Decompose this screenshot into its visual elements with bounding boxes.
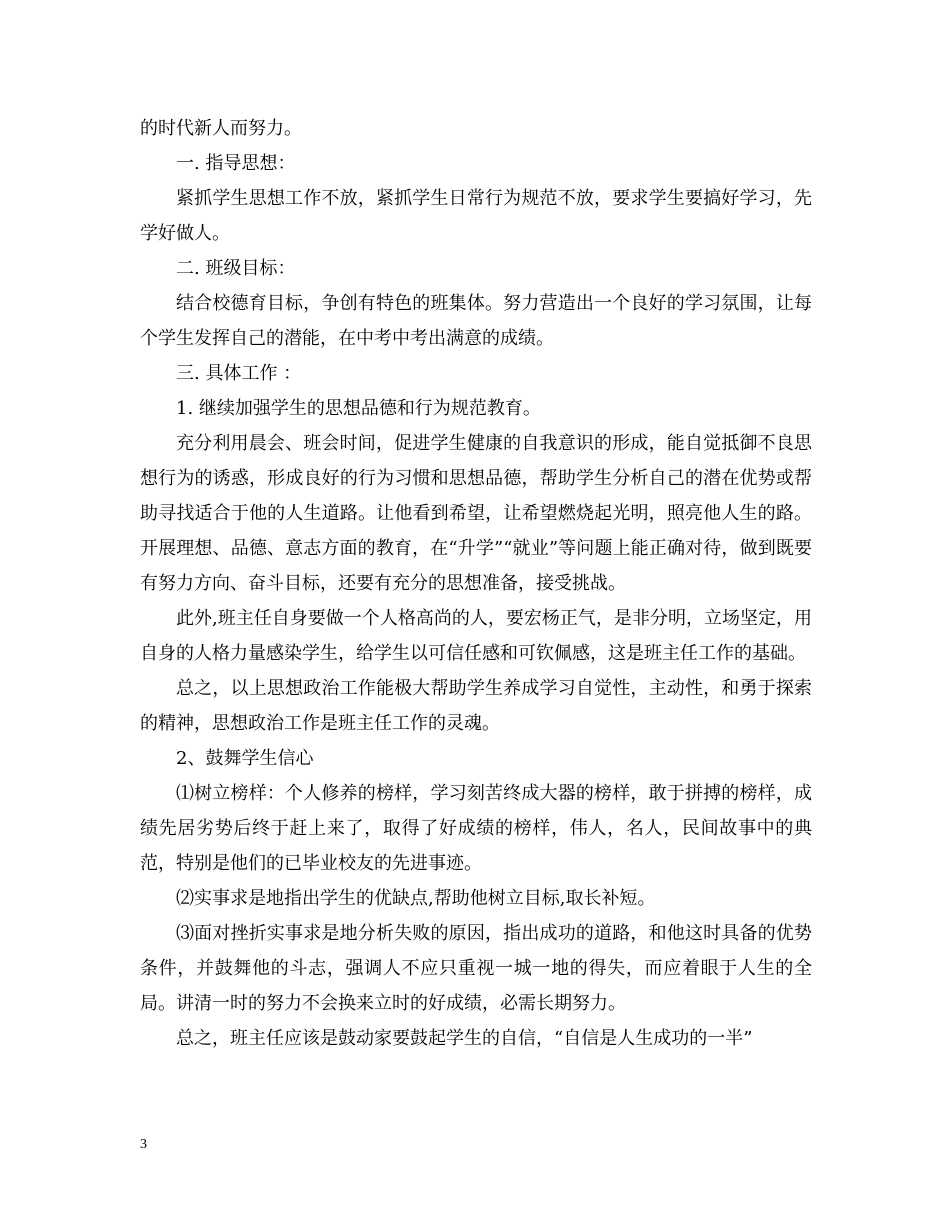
paragraph: ⑴树立榜样：个人修养的榜样，学习刻苦终成大器的榜样，敢于拼搏的榜样，成绩先居劣势后终于赶上来了，取得了好成绩的榜样，伟人，名人，民间故事中的典范，特别是他们的已毕业校友的先进事迹。 <box>140 783 812 874</box>
paragraph: 2、鼓舞学生信心 <box>176 748 314 769</box>
paragraph: ⑶面对挫折实事求是地分析失败的原因，指出成功的道路，和他这时具备的优势条件，并鼓舞他的斗志，强调人不应只重视一城一地的得失，而应着眼于人生的全局。讲清一时的努力不会换来立时的好成绩，必需长期努力。 <box>140 923 812 1014</box>
document-body <box>140 111 812 1056</box>
page-number: 3 <box>140 1137 147 1152</box>
paragraph: 的时代新人而努力。 <box>140 118 302 139</box>
paragraph: 1. 继续加强学生的思想品德和行为规范教育。 <box>176 398 541 419</box>
paragraph: 总之，班主任应该是鼓动家要鼓起学生的自信，“自信是人生成功的一半” <box>176 1028 753 1049</box>
paragraph: ⑵实事求是地指出学生的优缺点,帮助他树立目标,取长补短。 <box>176 888 656 909</box>
paragraph: 此外,班主任自身要做一个人格高尚的人，要宏杨正气，是非分明，立场坚定，用自身的人格力量感染学生，给学生以可信任感和可钦佩感，这是班主任工作的基础。 <box>140 608 812 664</box>
paragraph: 紧抓学生思想工作不放，紧抓学生日常行为规范不放，要求学生要搞好学习，先学好做人。 <box>140 188 812 244</box>
paragraph: 一. 指导思想： <box>176 153 296 174</box>
paragraph: 二. 班级目标： <box>176 258 296 279</box>
paragraph: 充分利用晨会、班会时间，促进学生健康的自我意识的形成，能自觉抵御不良思想行为的诱惑，形成良好的行为习惯和思想品德，帮助学生分析自己的潜在优势或帮助寻找适合于他的人生道路。让他看到希望，让希望燃烧起光明，照亮他人生的路。开展理想、品德、意志方面的教育，在“升学”“就业”等问题上能正确对待，做到既要有努力方向、奋斗目标，还要有充分的思想准备，接受挑战。 <box>140 433 812 594</box>
paragraph: 结合校德育目标，争创有特色的班集体。努力营造出一个良好的学习氛围，让每个学生发挥自己的潜能，在中考中考出满意的成绩。 <box>140 293 812 349</box>
paragraph: 总之，以上思想政治工作能极大帮助学生养成学习自觉性，主动性，和勇于探索的精神，思想政治工作是班主任工作的灵魂。 <box>140 678 812 734</box>
paragraph: 三. 具体工作 ： <box>176 363 302 384</box>
